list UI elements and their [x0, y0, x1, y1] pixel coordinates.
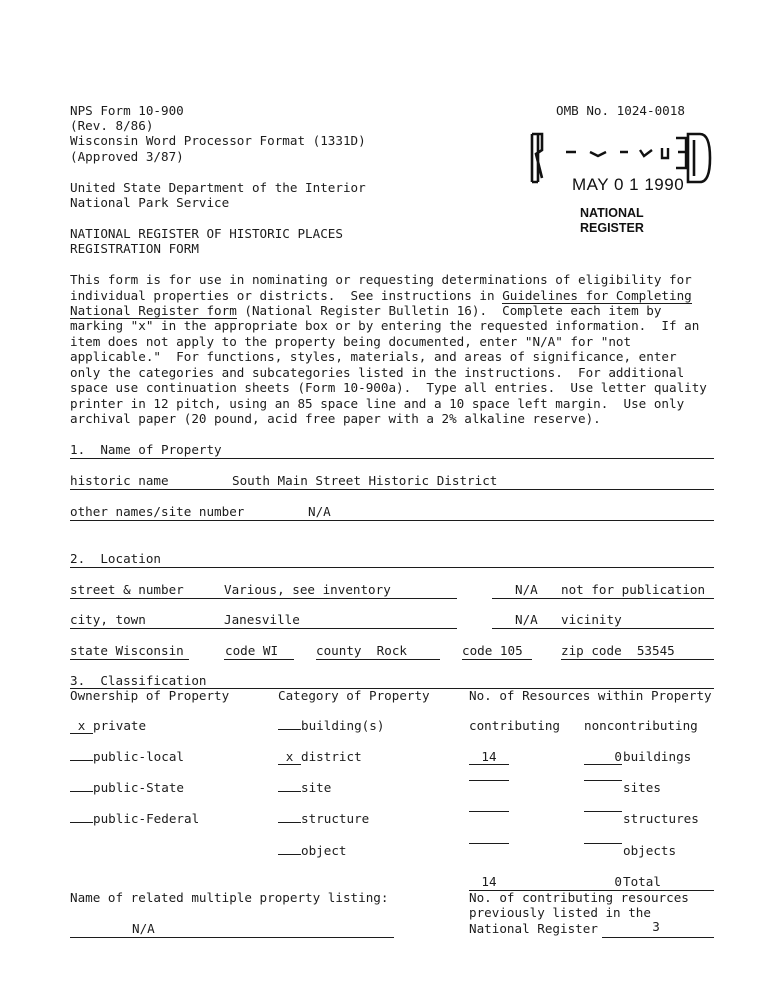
divider	[561, 659, 714, 660]
omb-number: OMB No. 1024-0018	[556, 103, 685, 118]
received-stamp	[528, 128, 713, 243]
vicinity-checkbox[interactable]: N/A	[515, 612, 538, 627]
section-3-heading: 3. Classification	[70, 673, 207, 688]
instructions-line-3	[70, 303, 661, 318]
checkbox-mark	[278, 822, 301, 823]
stamp-date: MAY 0 1 1990	[572, 175, 685, 194]
resource-sites-label: sites	[623, 780, 661, 795]
divider	[462, 659, 532, 660]
ownership-public-local-checkbox[interactable]	[70, 749, 184, 764]
divider	[492, 598, 714, 599]
checkbox-mark	[70, 791, 93, 792]
checkbox-label: private	[93, 718, 147, 733]
checkbox-label: site	[301, 780, 332, 795]
form-revision: (Rev. 8/86)	[70, 118, 154, 133]
guidelines-link-cont: National Register form	[70, 303, 237, 318]
total-noncontributing-field[interactable]: 0	[614, 874, 622, 889]
instructions-line-1: This form is for use in nominating or requesting determinations of eligibility for	[70, 272, 692, 287]
street-number-field[interactable]: Various, see inventory	[224, 582, 391, 597]
form-approved: (Approved 3/87)	[70, 149, 184, 164]
historic-name-label: historic name	[70, 473, 169, 488]
total-label: Total	[623, 874, 661, 889]
checkbox-mark	[70, 822, 93, 823]
checkbox-mark	[278, 854, 301, 855]
checkbox-label: district	[301, 749, 362, 764]
category-object-checkbox[interactable]	[278, 843, 347, 858]
noncontributing-structures-field[interactable]	[584, 811, 622, 812]
instructions-line-7: only the categories and subcategories listed in the instructions. For additional	[70, 365, 685, 380]
guidelines-link: Guidelines for Completing	[502, 288, 692, 303]
checkbox-mark	[278, 729, 301, 730]
form-subtitle: REGISTRATION FORM	[70, 241, 199, 256]
checkbox-label: public-State	[93, 780, 184, 795]
form-format: Wisconsin Word Processor Format (1331D)	[70, 133, 366, 148]
divider	[70, 628, 457, 629]
multiple-listing-label: Name of related multiple property listing:	[70, 890, 389, 905]
checkbox-label: public-Federal	[93, 811, 200, 826]
instructions-line-5: item does not apply to the property being documented, enter "N/A" for "not	[70, 334, 632, 349]
form-title: NATIONAL REGISTER OF HISTORIC PLACES	[70, 226, 343, 241]
divider	[316, 659, 440, 660]
historic-name-field[interactable]: South Main Street Historic District	[232, 473, 498, 488]
resource-objects-label: objects	[623, 843, 677, 858]
divider	[492, 628, 714, 629]
zip-code-field[interactable]: zip code 53545	[561, 643, 675, 658]
noncontributing-sites-field[interactable]	[584, 780, 622, 781]
agency-department: United State Department of the Interior	[70, 180, 366, 195]
divider	[602, 937, 714, 938]
checkbox-label: public-local	[93, 749, 184, 764]
other-names-field[interactable]: N/A	[308, 504, 331, 519]
total-contributing-field[interactable]: 14	[481, 874, 497, 889]
checkbox-label: building(s)	[301, 718, 385, 733]
divider	[70, 937, 394, 938]
form-number: NPS Form 10-900	[70, 103, 184, 118]
contributing-objects-field[interactable]	[469, 843, 509, 844]
city-town-label: city, town	[70, 612, 146, 627]
category-district-checkbox[interactable]	[278, 749, 362, 765]
resource-structures-label: structures	[623, 811, 699, 826]
agency-service: National Park Service	[70, 195, 230, 210]
category-buildings-checkbox[interactable]	[278, 718, 384, 733]
not-for-publication-label: not for publication	[561, 582, 706, 597]
street-number-label: street & number	[70, 582, 184, 597]
instructions-line-2	[70, 288, 692, 303]
previously-listed-label: No. of contributing resources	[469, 890, 689, 905]
contributing-buildings-field[interactable]: 14	[469, 749, 509, 765]
previously-listed-label: previously listed in the	[469, 905, 651, 920]
category-site-checkbox[interactable]	[278, 780, 331, 795]
state-field[interactable]: state Wisconsin	[70, 643, 184, 658]
category-header: Category of Property	[278, 688, 430, 703]
instructions-line-4: marking "x" in the appropriate box or by entering the requested information. If an	[70, 318, 700, 333]
state-code-field[interactable]: code WI	[225, 643, 279, 658]
ownership-public-state-checkbox[interactable]	[70, 780, 184, 795]
checkbox-mark: x	[70, 718, 93, 734]
section-2-heading: 2. Location	[70, 551, 161, 566]
contributing-sites-field[interactable]	[469, 780, 509, 781]
instructions-line-9: printer in 12 pitch, using an 85 space line and a 10 space left margin. Use only	[70, 396, 685, 411]
city-town-field[interactable]: Janesville	[224, 612, 300, 627]
checkbox-label: object	[301, 843, 347, 858]
instructions-text: (National Register Bulletin 16). Complete each item by	[236, 303, 662, 318]
divider	[70, 458, 714, 459]
ownership-header: Ownership of Property	[70, 688, 230, 703]
divider	[70, 659, 189, 660]
divider	[224, 659, 294, 660]
divider	[70, 598, 457, 599]
section-1-heading: 1. Name of Property	[70, 442, 222, 457]
noncontributing-objects-field[interactable]	[584, 843, 622, 844]
ownership-private-checkbox[interactable]	[70, 718, 146, 734]
divider	[70, 489, 714, 490]
not-for-publication-checkbox[interactable]: N/A	[515, 582, 538, 597]
stamp-register: REGISTER	[580, 221, 644, 235]
instructions-line-8: space use continuation sheets (Form 10-900a). Type all entries. Use letter quality	[70, 380, 707, 395]
checkbox-mark	[70, 760, 93, 761]
previously-listed-label: National Register	[469, 921, 598, 936]
divider	[70, 520, 714, 521]
ownership-public-federal-checkbox[interactable]	[70, 811, 199, 826]
vicinity-label: vicinity	[561, 612, 622, 627]
stamp-national: NATIONAL	[580, 206, 644, 220]
resources-header: No. of Resources within Property	[469, 688, 712, 703]
county-code-field[interactable]: code 105	[462, 643, 523, 658]
county-field[interactable]: county Rock	[316, 643, 407, 658]
noncontributing-buildings-field[interactable]: 0	[584, 749, 622, 765]
contributing-structures-field[interactable]	[469, 811, 509, 812]
multiple-listing-field[interactable]: N/A	[132, 921, 155, 936]
instructions-line-10: archival paper (20 pound, acid free paper with a 2% alkaline reserve).	[70, 411, 601, 426]
instructions-line-6: applicable." For functions, styles, materials, and areas of significance, enter	[70, 349, 677, 364]
previously-listed-field[interactable]: 3	[652, 919, 660, 934]
checkbox-mark	[278, 791, 301, 792]
contributing-header: contributing	[469, 718, 560, 733]
divider	[70, 567, 714, 568]
checkbox-mark: x	[278, 749, 301, 765]
checkbox-label: structure	[301, 811, 370, 826]
category-structure-checkbox[interactable]	[278, 811, 369, 826]
noncontributing-header: noncontributing	[584, 718, 698, 733]
resource-buildings-label: buildings	[623, 749, 692, 764]
other-names-label: other names/site number	[70, 504, 245, 519]
instructions-text: individual properties or districts. See instructions in	[70, 288, 503, 303]
